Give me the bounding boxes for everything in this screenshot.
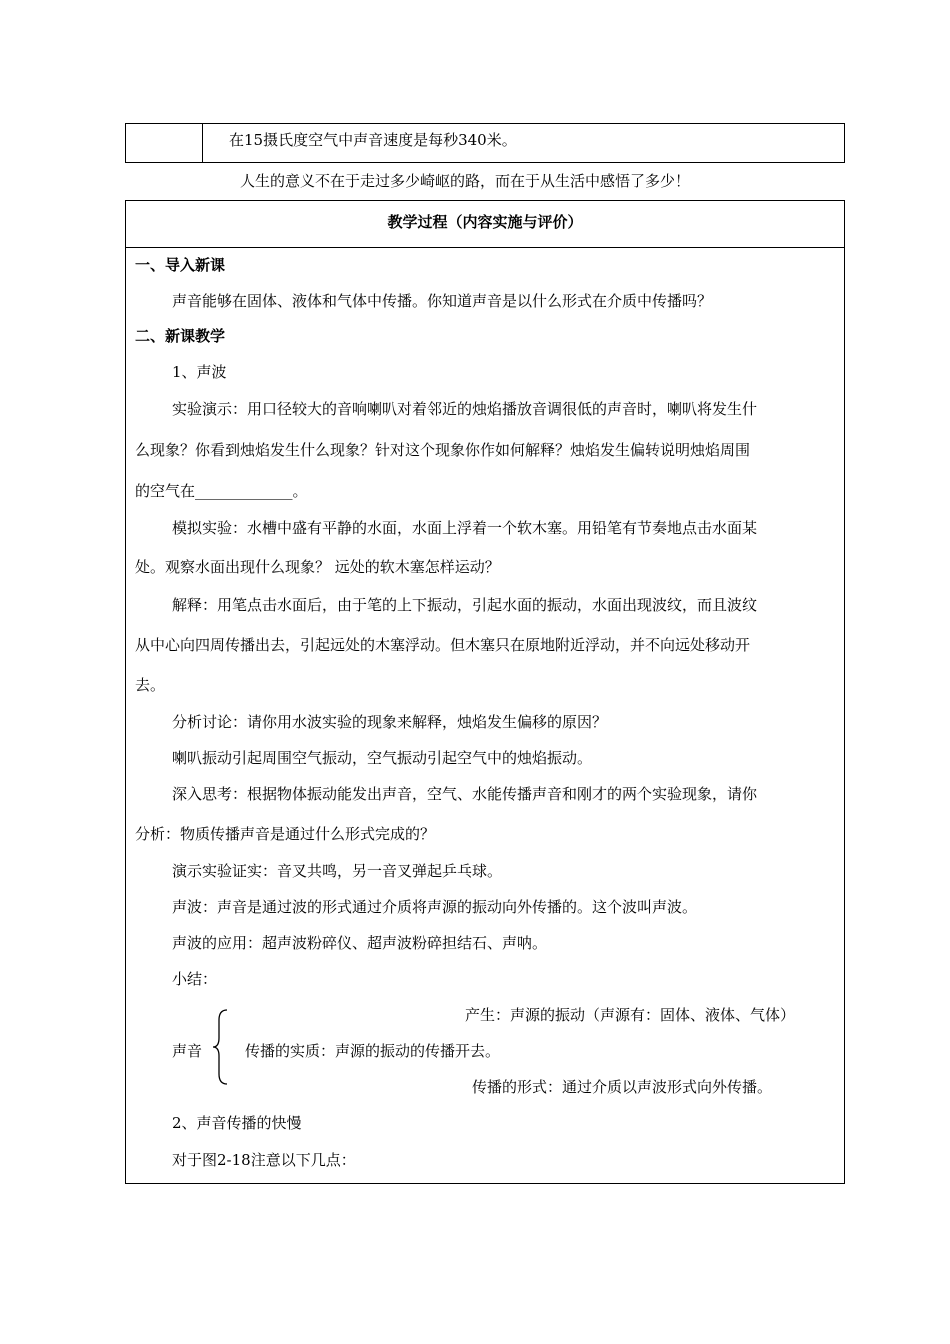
- section-title: 教学过程（内容实施与评价）: [387, 213, 583, 231]
- paragraph-line: 声波：声音是通过波的形式通过介质将声源的振动向外传播的。这个波叫声波。: [172, 898, 698, 916]
- main-table: [125, 200, 845, 1184]
- paragraph-line: 深入思考：根据物体振动能发出声音，空气、水能传播声音和刚才的两个实验现象，请你: [172, 785, 758, 803]
- paragraph-line: 分析：物质传播声音是通过什么形式完成的？: [135, 825, 436, 843]
- paragraph-line: 演示实验证实：音叉共鸣，另一音叉弹起乒乓球。: [172, 862, 503, 880]
- paragraph-line-blank: 的空气在_____________。: [135, 482, 308, 500]
- paragraph-line: 对于图2-18注意以下几点：: [172, 1151, 356, 1169]
- paragraph-line: 去。: [135, 676, 166, 694]
- summary-item-origin: 产生：声源的振动（声源有：固体、液体、气体）: [465, 1006, 796, 1024]
- paragraph-line: 解释：用笔点击水面后，由于笔的上下振动，引起水面的振动，水面出现波纹，而且波纹: [172, 596, 758, 614]
- paragraph-line: 从中心向四周传播出去，引起远处的木塞浮动。但木塞只在原地附近浮动，并不向远处移动开: [135, 636, 751, 654]
- heading-new-lesson: 二、新课教学: [135, 327, 226, 345]
- paragraph-line: 模拟实验：水槽中盛有平静的水面，水面上浮着一个软木塞。用铅笔有节奏地点击水面某: [172, 519, 758, 537]
- paragraph-line: 实验演示：用口径较大的音响喇叭对着邻近的烛焰播放音调很低的声音时，喇叭将发生什: [172, 400, 758, 418]
- summary-label: 小结：: [172, 970, 218, 988]
- summary-head: 声音: [172, 1042, 203, 1060]
- paragraph-line: 喇叭振动引起周围空气振动，空气振动引起空气中的烛焰振动。: [172, 749, 593, 767]
- motto: 人生的意义不在于走过多少崎岖的路，而在于从生活中感悟了多少！: [240, 172, 691, 190]
- paragraph-line: 声波的应用：超声波粉碎仪、超声波粉碎担结石、声呐。: [172, 934, 548, 952]
- heading-intro: 一、导入新课: [135, 256, 226, 274]
- summary-item-form: 传播的形式：通过介质以声波形式向外传播。: [472, 1078, 773, 1096]
- paragraph-line: 分析讨论：请你用水波实验的现象来解释，烛焰发生偏移的原因？: [172, 713, 608, 731]
- top-table-text: 在15摄氏度空气中声音速度是每秒340米。: [229, 131, 517, 149]
- paragraph-line: 声音能够在固体、液体和气体中传播。你知道声音是以什么形式在介质中传播吗？: [172, 292, 713, 310]
- top-table-left-cell: [126, 124, 203, 162]
- brace-icon: [211, 1008, 231, 1086]
- subheading-speed: 2、声音传播的快慢: [172, 1114, 302, 1132]
- top-table: [125, 123, 845, 163]
- paragraph-line: 处。观察水面出现什么现象？ 远处的软木塞怎样运动？: [135, 558, 500, 576]
- paragraph-line: 么现象？你看到烛焰发生什么现象？针对这个现象你作如何解释？烛焰发生偏转说明烛焰周围: [135, 441, 751, 459]
- title-row: [126, 201, 844, 248]
- summary-item-essence: 传播的实质：声源的振动的传播开去。: [245, 1042, 501, 1060]
- subheading-sound-wave: 1、声波: [172, 363, 227, 381]
